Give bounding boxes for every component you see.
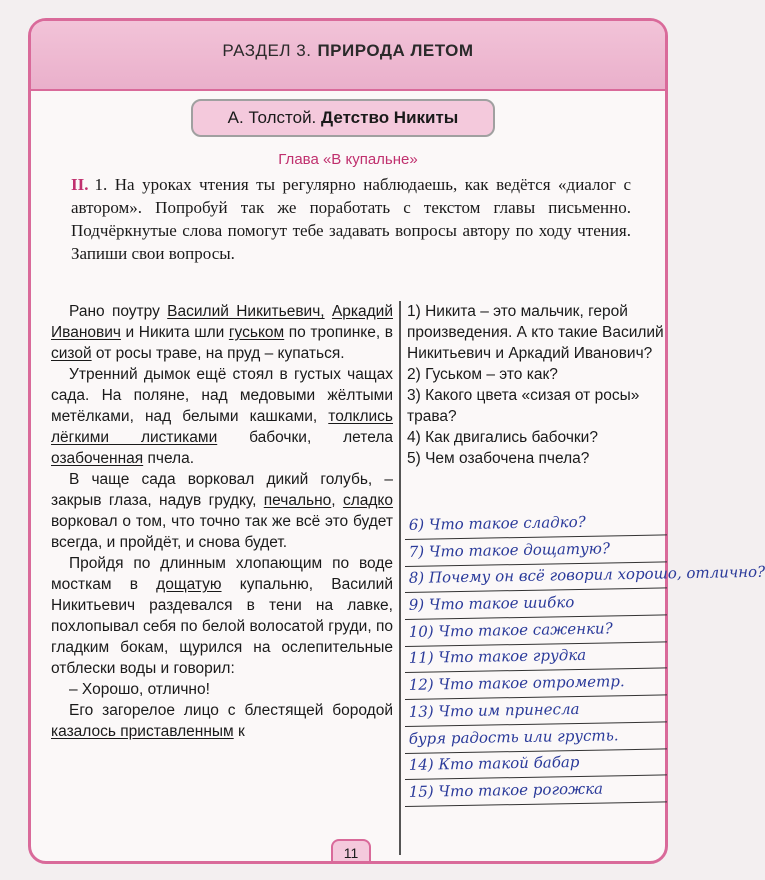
handwritten-line: 7) Что такое дощатую? — [405, 535, 667, 566]
handwritten-line: 10) Что такое саженки? — [405, 615, 667, 646]
underlined-word: печально — [263, 492, 332, 509]
underlined-word: казалось приставленным — [51, 723, 234, 740]
underlined-word: толклись лёгкими листиками — [51, 408, 393, 446]
section-name: ПРИРОДА ЛЕТОМ — [317, 41, 474, 60]
question-item: 5) Чем озабочена пчела? — [407, 450, 590, 467]
author-name: А. Толстой. — [227, 108, 317, 127]
printed-questions — [405, 301, 667, 469]
handwritten-line: 15) Что такое рогожка — [405, 775, 667, 806]
passage-paragraph: Пройдя по длинным хлопающим по воде мосткам в дощатую купальню, Василий Никитьевич раздевался в тени на лавке, похлопывал себя по белой волосатой груди, по гладким бокам, щурился на ослепительные отблески воды и говорил: — [51, 555, 393, 677]
handwritten-line: буря радость или грусть. — [405, 722, 667, 753]
handwritten-line: 11) Что такое грудка — [405, 642, 667, 673]
passage-paragraph: В чаще сада ворковал дикий голубь, – закрыв глаза, надув грудку, печально, сладко ворковал о том, что точно так же всё это будет всегда, и пройдёт, и снова будет. — [51, 471, 393, 551]
task-roman-number: II. — [71, 175, 89, 194]
underlined-word: дощатую — [156, 576, 222, 593]
handwritten-line: 8) Почему он всё говорил хорошо, отлично? — [405, 562, 667, 593]
task-text: 1. На уроках чтения ты регулярно наблюдаешь, как ведётся «диалог с автором». Попробуй так же поработать с текстом главы письменно. Подчёркнутые слова помогут тебе задавать вопросы автору по ходу чтения. Запиши свои вопросы. — [71, 175, 631, 263]
underlined-word: сизой — [51, 345, 92, 362]
handwritten-line: 9) Что такое шибко — [405, 588, 667, 619]
section-title — [31, 41, 665, 61]
passage-paragraph: Рано поутру Василий Никитьевич, Аркадий Иванович и Никита шли гуськом по тропинке, в сизой от росы траве, на пруд – купаться. — [51, 303, 393, 362]
passage-paragraph: Его загорелое лицо с блестящей бородой казалось приставленным к — [51, 702, 393, 740]
column-divider — [399, 301, 401, 855]
underlined-word: гуськом — [228, 324, 285, 341]
handwritten-line: 14) Кто такой бабар — [405, 749, 667, 780]
question-item: 1) Никита – это мальчик, герой произведения. А кто такие Василий Никитьевич и Аркадий Иванович? — [407, 303, 664, 362]
question-item: 2) Гуськом – это как? — [407, 366, 558, 383]
textbook-page — [28, 18, 765, 864]
passage-paragraph: – Хорошо, отлично! — [69, 681, 210, 698]
handwritten-answers — [405, 512, 765, 807]
question-item: 4) Как двигались бабочки? — [407, 429, 598, 446]
passage-paragraph: Утренний дымок ещё стоял в густых чащах сада. На поляне, над медовыми жёлтыми метёлками, над белыми кашками, толклись лёгкими листиками бабочки, летела озабоченная пчела. — [51, 366, 393, 467]
underlined-word: Аркадий Иванович — [51, 303, 393, 341]
handwritten-line: 12) Что такое отрометр. — [405, 669, 667, 700]
reading-passage — [51, 301, 393, 742]
underlined-word: Василий Никитьевич, — [167, 303, 325, 320]
underlined-word: сладко — [342, 492, 393, 509]
work-title: Детство Никиты — [321, 108, 459, 127]
section-header — [31, 21, 665, 91]
section-prefix: РАЗДЕЛ 3. — [222, 41, 312, 60]
handwritten-line: 13) Что им принесла — [405, 695, 667, 726]
page-number: 11 — [331, 839, 371, 863]
chapter-title: Глава «В купальне» — [278, 151, 418, 168]
task-instruction — [71, 173, 631, 265]
handwritten-line: 6) Что такое сладко? — [405, 508, 667, 539]
question-item: 3) Какого цвета «сизая от росы» трава? — [407, 387, 640, 425]
author-title-box — [191, 99, 495, 137]
underlined-word: озабоченная — [51, 450, 144, 467]
